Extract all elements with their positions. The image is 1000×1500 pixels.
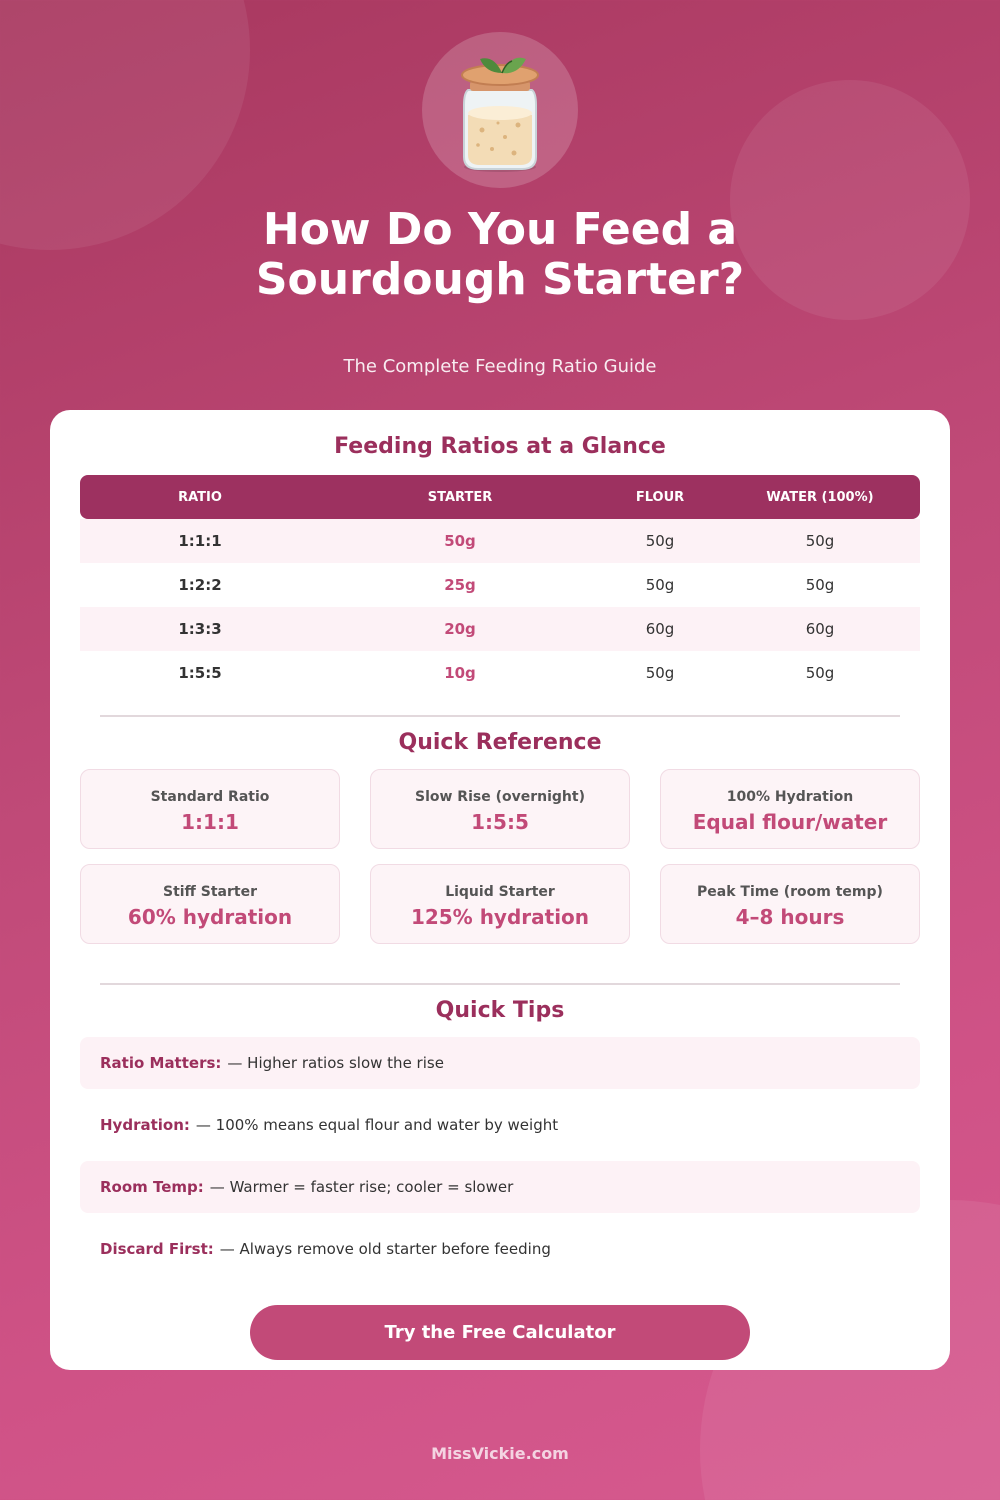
reference-label: Slow Rise (overnight) [415,789,585,805]
table-row [80,563,920,607]
reference-label: Liquid Starter [445,884,555,900]
table-row [80,607,920,651]
cell-water: 60g [805,620,835,638]
reference-value: 1:1:1 [181,810,239,834]
tip-item [80,1223,920,1275]
cell-starter: 20g [444,620,476,638]
page-subtitle: The Complete Feeding Ratio Guide [343,356,657,377]
tip-key: Room Temp: [100,1178,204,1196]
reference-card [80,769,340,849]
column-header: RATIO [178,489,222,505]
cell-water: 50g [805,664,835,682]
sourdough-jar-icon [450,45,550,175]
table-header [80,475,920,519]
tip-item [80,1161,920,1213]
table-row [80,651,920,695]
reference-value: 125% hydration [410,905,590,929]
reference-label: Peak Time (room temp) [697,884,883,900]
hero-icon-badge [422,32,578,188]
cell-water: 50g [805,532,835,550]
cell-flour: 60g [645,620,675,638]
tip-text: — Always remove old starter before feeding [219,1240,551,1258]
section-divider [100,983,900,985]
reference-label: Standard Ratio [150,789,270,805]
cell-ratio: 1:3:3 [178,620,222,638]
column-header: FLOUR [635,489,685,505]
tip-item [80,1099,920,1151]
cell-flour: 50g [645,576,675,594]
cell-flour: 50g [645,532,675,550]
cell-starter: 50g [444,532,476,550]
cell-ratio: 1:2:2 [178,576,222,594]
free-calculator-button[interactable]: Try the Free Calculator [250,1305,750,1360]
section-divider [100,715,900,717]
tip-text: — Warmer = faster rise; cooler = slower [209,1178,514,1196]
tip-key: Hydration: [100,1116,190,1134]
cell-starter: 10g [444,664,476,682]
reference-value: 60% hydration [127,905,293,929]
reference-label: 100% Hydration [726,789,854,805]
cell-ratio: 1:5:5 [178,664,222,682]
reference-card [370,769,630,849]
cell-water: 50g [805,576,835,594]
reference-value: Equal flour/water [692,810,888,834]
content-card [50,410,950,1370]
cell-flour: 50g [645,664,675,682]
column-header: WATER (100%) [766,489,874,505]
reference-label: Stiff Starter [162,884,257,900]
tip-text: — 100% means equal flour and water by weight [195,1116,559,1134]
page-title [0,205,1000,305]
reference-card [370,864,630,944]
table-row [80,519,920,563]
ratios-title: Feeding Ratios at a Glance [334,434,666,459]
reference-title: Quick Reference [398,730,602,755]
footer-brand[interactable]: MissVickie.com [431,1444,569,1463]
reference-card [660,769,920,849]
tips-title: Quick Tips [435,998,565,1023]
cell-ratio: 1:1:1 [178,532,222,550]
tip-item [80,1037,920,1089]
tip-key: Ratio Matters: [100,1054,222,1072]
title-line-1: How Do You Feed a [262,204,738,255]
reference-value: 1:5:5 [471,810,529,834]
tip-text: — Higher ratios slow the rise [227,1054,444,1072]
reference-card [660,864,920,944]
reference-value: 4–8 hours [735,905,845,929]
ratio-table [80,475,920,695]
cell-starter: 25g [444,576,476,594]
reference-card [80,864,340,944]
column-header: STARTER [427,489,493,505]
tip-key: Discard First: [100,1240,214,1258]
title-line-2: Sourdough Starter? [255,254,745,305]
